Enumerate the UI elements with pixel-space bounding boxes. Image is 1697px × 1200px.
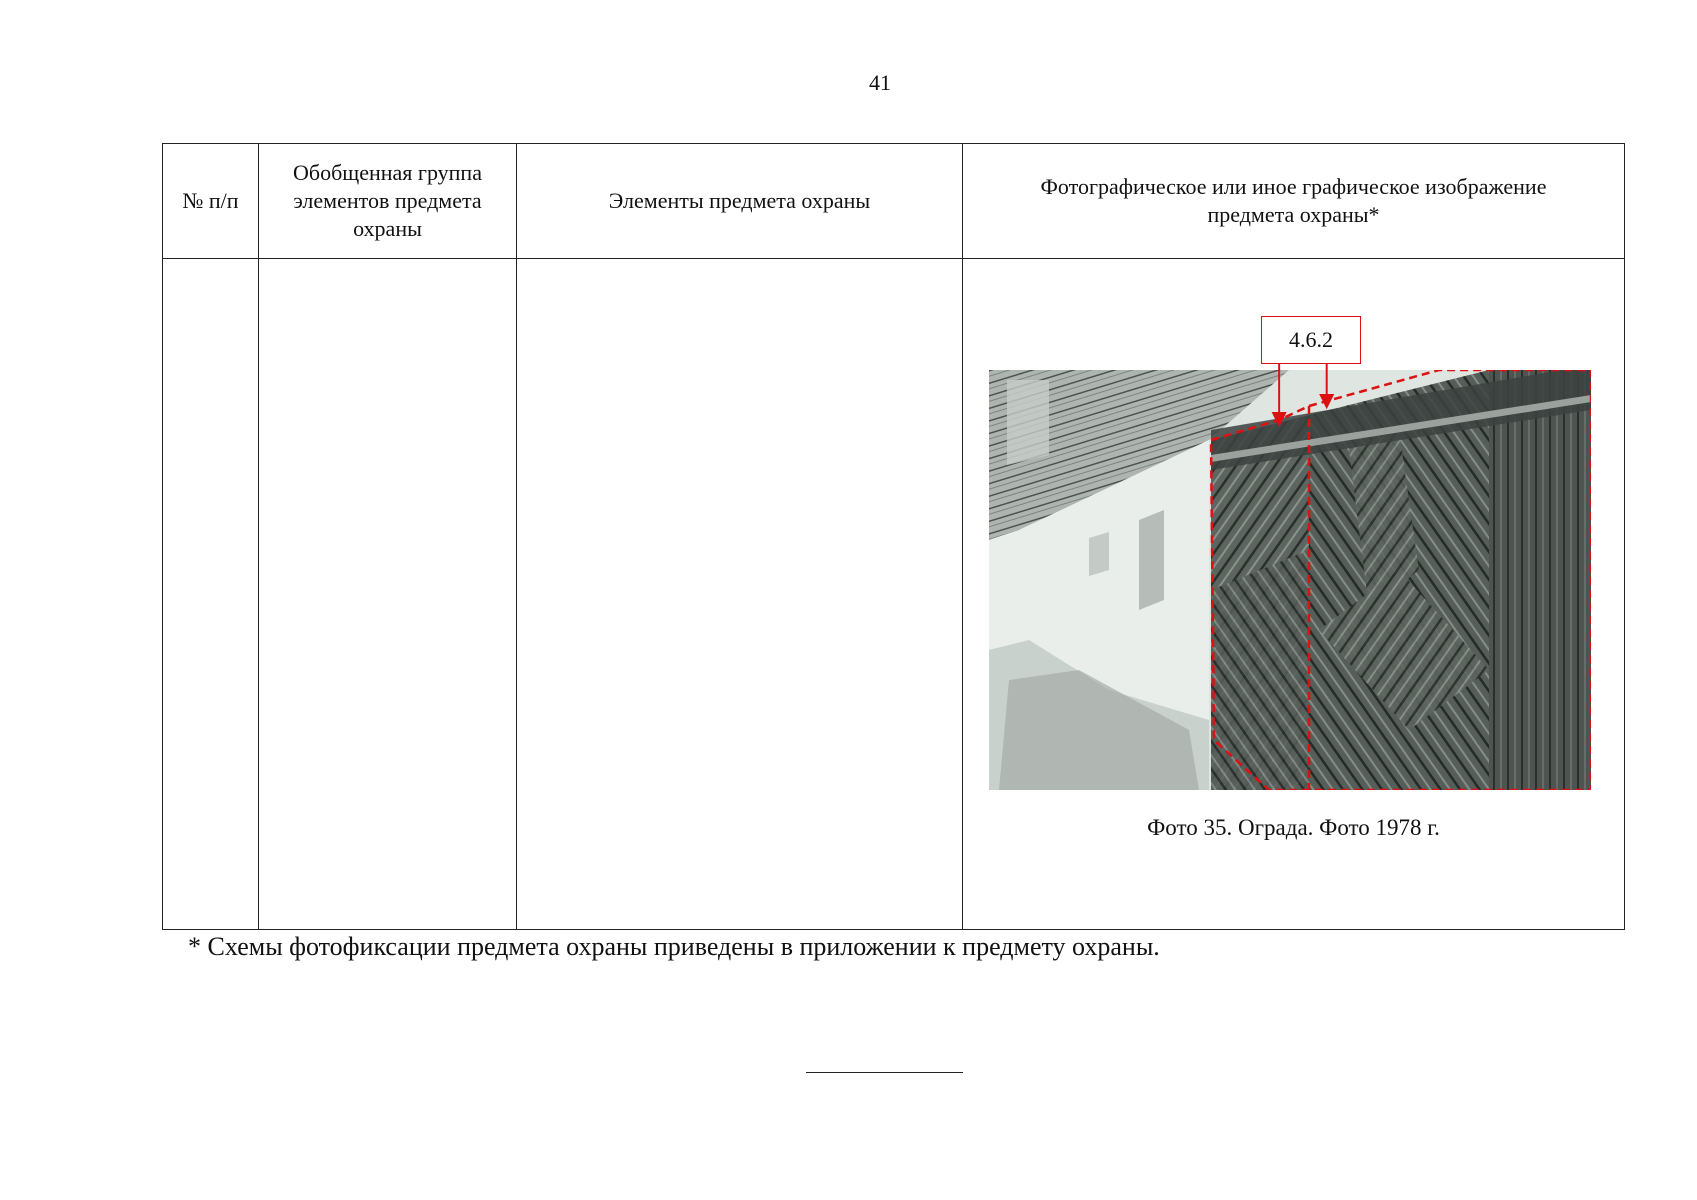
header-group: Обобщенная группа элементов предмета охраны: [259, 144, 517, 259]
table-row: [163, 259, 1625, 930]
header-image: Фотографическое или иное графическое изображение предмета охраны*: [963, 144, 1625, 259]
photo-caption: Фото 35. Ограда. Фото 1978 г.: [1147, 815, 1440, 840]
header-number: № п/п: [163, 144, 259, 259]
footnote: * Схемы фотофиксации предмета охраны приведены в приложении к предмету охраны.: [188, 932, 1160, 961]
fence-photo: [989, 370, 1591, 790]
page-number: 41: [869, 70, 891, 95]
cell-image: [963, 259, 1625, 930]
callout-label: 4.6.2: [1261, 316, 1361, 364]
cell-elements: [517, 259, 963, 930]
protection-table: [162, 143, 1625, 930]
photo-figure: [963, 259, 1624, 929]
divider-line: [806, 1072, 963, 1073]
header-elements: Элементы предмета охраны: [517, 144, 963, 259]
cell-group: [259, 259, 517, 930]
table-header-row: [163, 144, 1625, 259]
cell-number: [163, 259, 259, 930]
